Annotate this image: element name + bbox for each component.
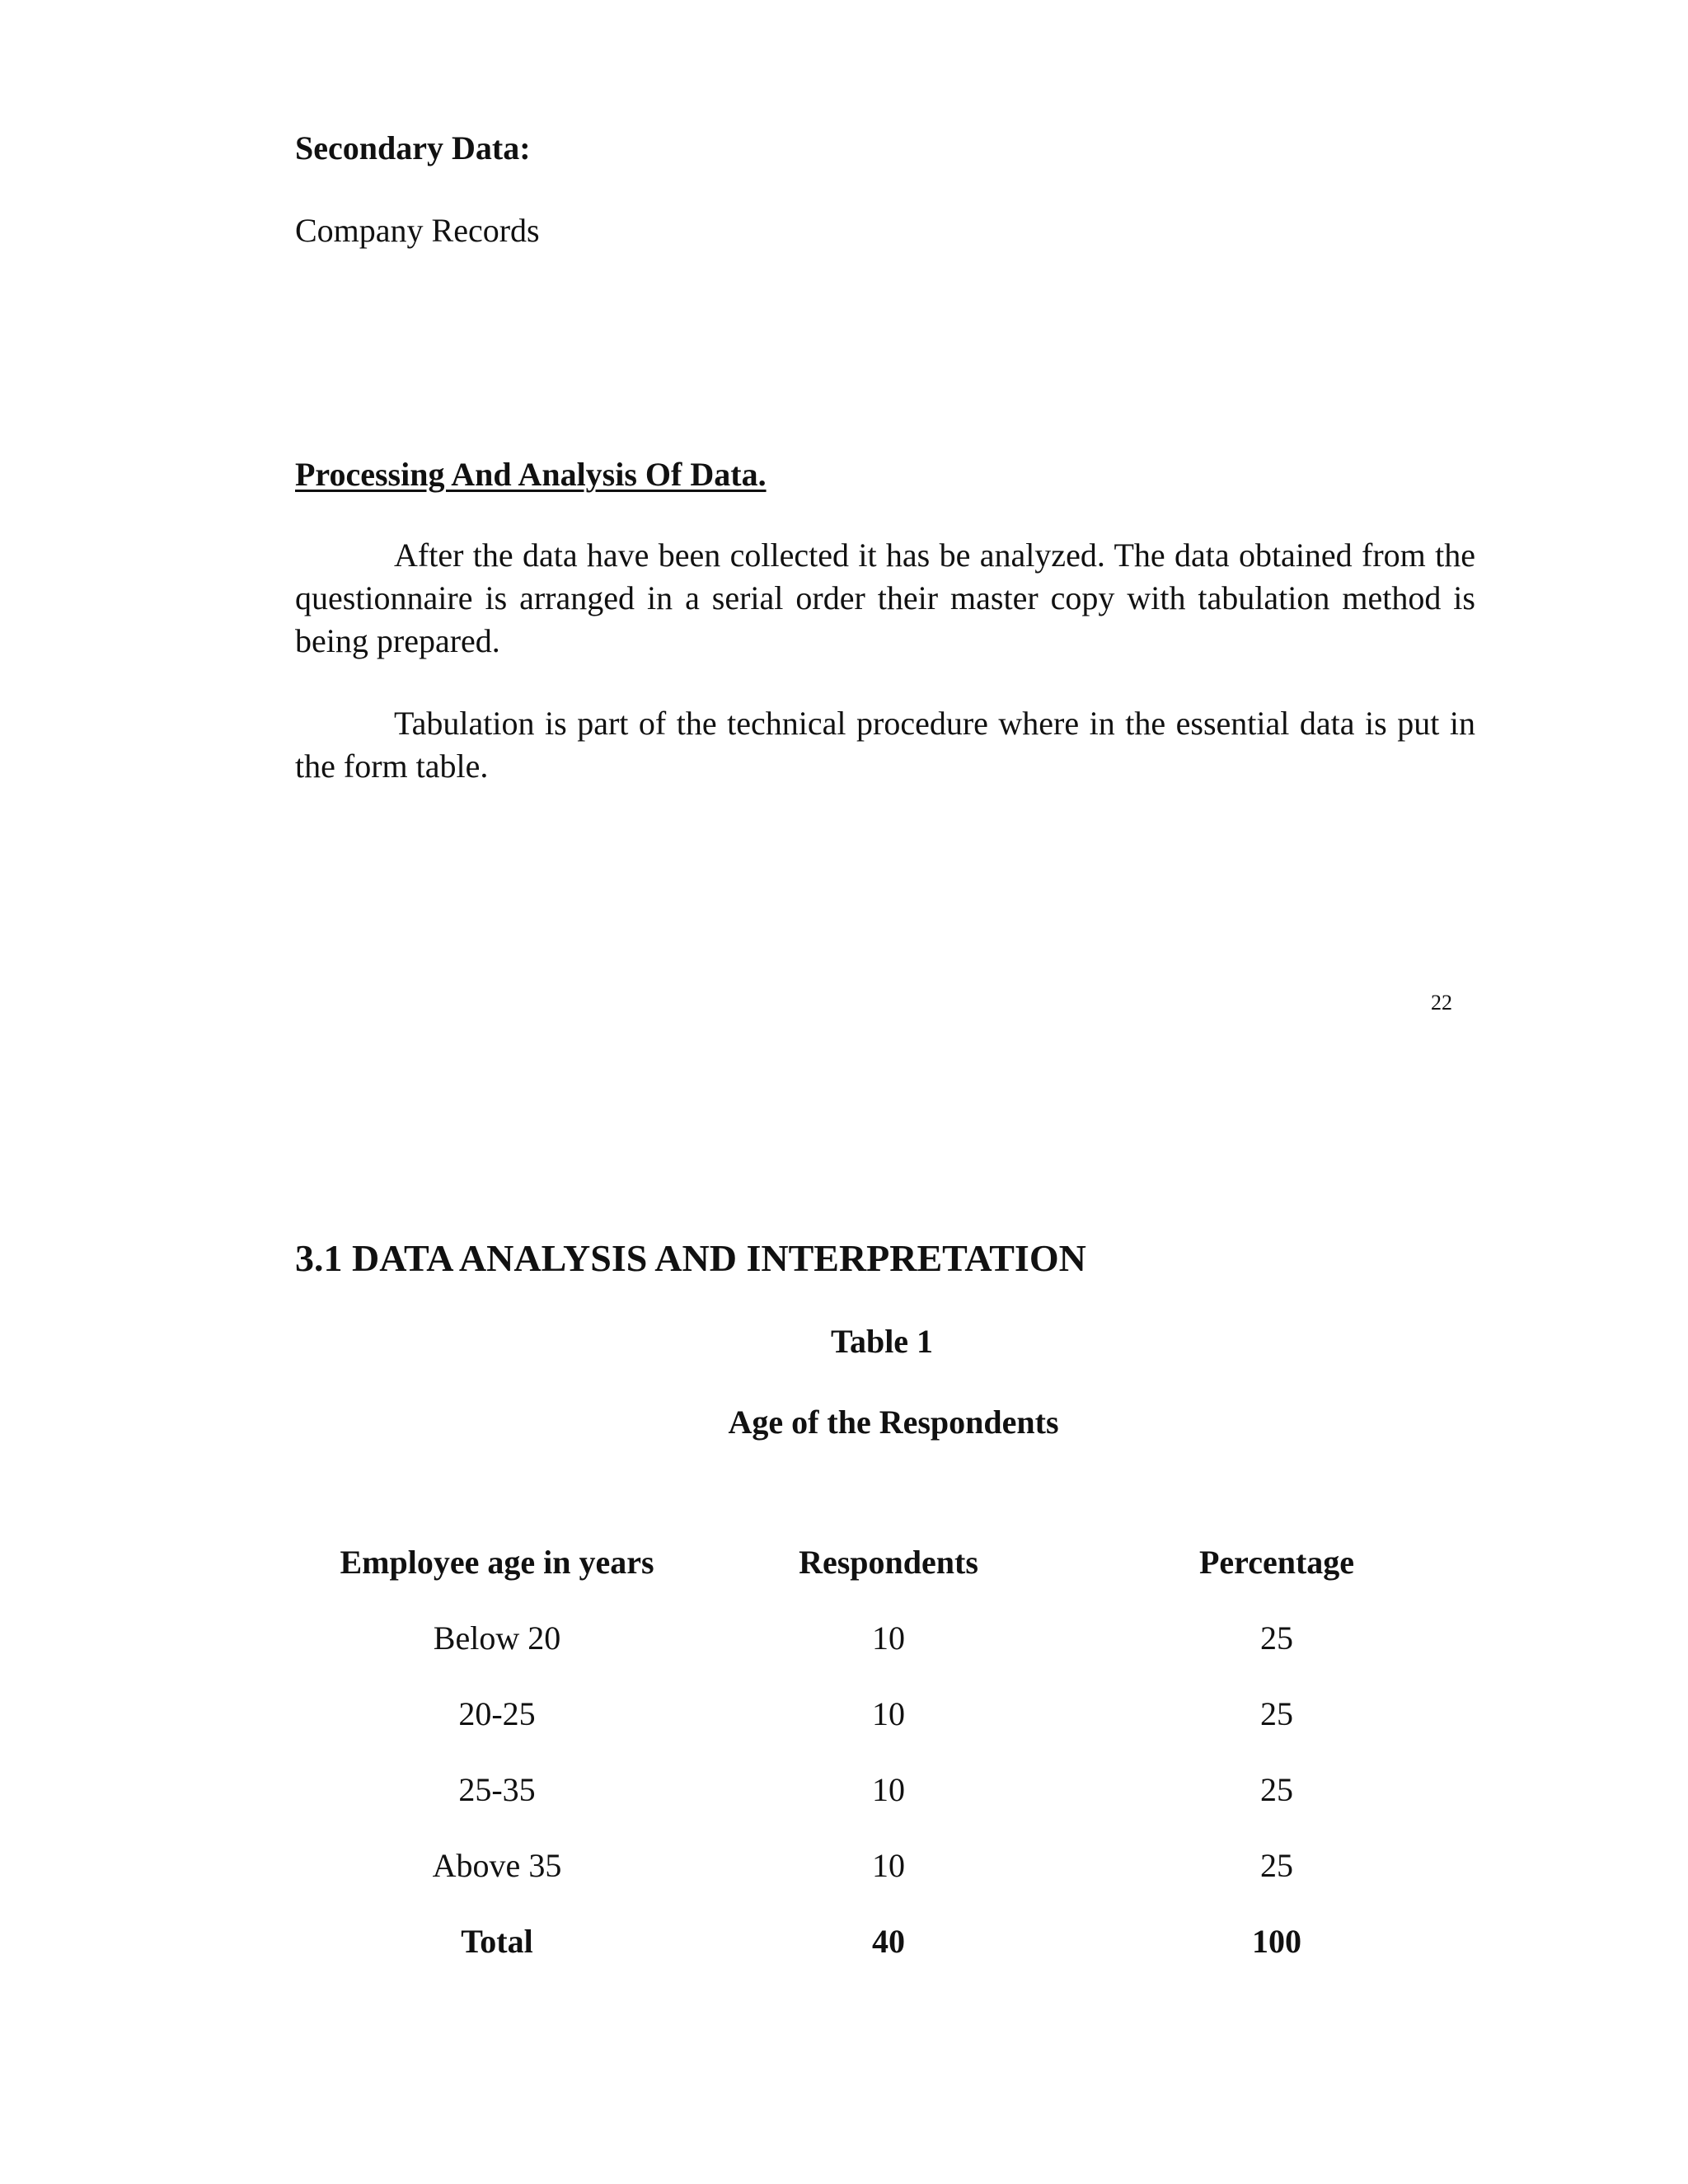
table-row: [295, 1752, 1475, 1828]
page-number: 22: [1431, 991, 1452, 1015]
table-cell-percentage: 25: [1260, 1695, 1293, 1732]
table-cell-age: Above 35: [432, 1847, 562, 1884]
processing-paragraph-1: After the data have been collected it has be analyzed. The data obtained from the questionnaire is arranged in a serial order their master copy with tabulation method is being prepared.: [295, 537, 1475, 659]
processing-heading: Processing And Analysis Of Data.: [295, 456, 767, 493]
table-cell-percentage: 25: [1260, 1847, 1293, 1884]
secondary-data-text: Company Records: [295, 212, 540, 249]
table-cell-age: 25-35: [458, 1771, 536, 1808]
section-title: 3.1 DATA ANALYSIS AND INTERPRETATION: [295, 1237, 1086, 1279]
table-caption: Age of the Respondents: [728, 1404, 1059, 1441]
table-total-label: Total: [461, 1923, 533, 1960]
table-cell-percentage: 25: [1260, 1619, 1293, 1657]
table-header-percentage: Percentage: [1198, 1544, 1355, 1581]
table-total-row: [295, 1904, 1475, 1980]
table-cell-percentage: 25: [1260, 1771, 1293, 1808]
secondary-data-heading: Secondary Data:: [295, 129, 531, 166]
table-total-respondents: 40: [872, 1923, 905, 1960]
table-cell-respondents: 10: [872, 1619, 905, 1657]
table-row: [295, 1828, 1475, 1904]
table-cell-age: Below 20: [433, 1619, 561, 1657]
processing-paragraph-2: Tabulation is part of the technical procedure where in the essential data is put in the form table.: [295, 705, 1475, 785]
table-header-age: Employee age in years: [340, 1544, 654, 1581]
table-cell-respondents: 10: [872, 1771, 905, 1808]
table-label: Table 1: [830, 1323, 934, 1360]
table-header-row: [295, 1525, 1475, 1601]
table-cell-age: 20-25: [458, 1695, 536, 1732]
table-cell-respondents: 10: [872, 1695, 905, 1732]
table-row: [295, 1601, 1475, 1676]
table-header-respondents: Respondents: [799, 1544, 978, 1581]
table-row: [295, 1676, 1475, 1752]
table-total-percentage: 100: [1252, 1923, 1301, 1960]
age-table: [295, 1525, 1475, 1980]
table-cell-respondents: 10: [872, 1847, 905, 1884]
